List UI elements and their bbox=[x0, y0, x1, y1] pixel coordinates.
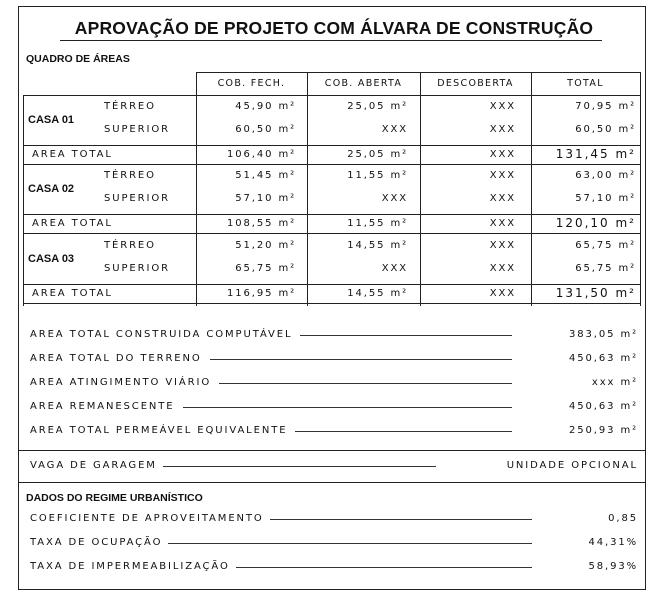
value-cob-fech: 60,50 m² bbox=[235, 124, 296, 135]
summary-label: AREA TOTAL CONSTRUIDA COMPUTÁVEL bbox=[30, 329, 293, 340]
leader-line bbox=[163, 466, 436, 467]
table-right-border bbox=[640, 72, 641, 306]
area-total-total: 120,10 m² bbox=[555, 216, 636, 230]
area-total-cob-fech: 116,95 m² bbox=[226, 288, 296, 299]
leader-line bbox=[295, 431, 512, 432]
area-total-top-line bbox=[23, 284, 640, 285]
level-label: TÉRREO bbox=[104, 101, 156, 112]
value-cob-aberta: 14,55 m² bbox=[347, 240, 408, 251]
value-descoberta: XXX bbox=[489, 101, 516, 112]
value-cob-aberta: 25,05 m² bbox=[347, 101, 408, 112]
divider-vaga-top bbox=[18, 450, 646, 451]
summary-value: 450,63 m² bbox=[568, 401, 638, 412]
level-label: TÉRREO bbox=[104, 240, 156, 251]
house-label: CASA 03 bbox=[28, 253, 75, 265]
value-total: 63,00 m² bbox=[575, 170, 636, 181]
garage-value: UNIDADE OPCIONAL bbox=[506, 460, 638, 471]
level-label: SUPERIOR bbox=[104, 263, 170, 274]
summary-label: AREA TOTAL DO TERRENO bbox=[30, 353, 202, 364]
value-cob-fech: 51,45 m² bbox=[235, 170, 296, 181]
area-total-total: 131,50 m² bbox=[555, 286, 636, 300]
column-header: DESCOBERTA bbox=[437, 78, 514, 89]
area-total-bottom-line bbox=[23, 303, 640, 304]
area-total-cob-aberta: 25,05 m² bbox=[347, 149, 408, 160]
summary-label: AREA REMANESCENTE bbox=[30, 401, 175, 412]
quadro-heading: QUADRO DE ÁREAS bbox=[26, 53, 130, 65]
column-header: TOTAL bbox=[567, 78, 604, 89]
regime-label: TAXA DE OCUPAÇÃO bbox=[30, 537, 163, 548]
leader-line bbox=[300, 335, 512, 336]
area-total-cob-aberta: 11,55 m² bbox=[347, 218, 408, 229]
title-underline bbox=[60, 40, 602, 41]
value-cob-fech: 51,20 m² bbox=[235, 240, 296, 251]
area-total-descoberta: XXX bbox=[489, 288, 516, 299]
summary-label: AREA TOTAL PERMEÁVEL EQUIVALENTE bbox=[30, 425, 288, 436]
value-descoberta: XXX bbox=[489, 170, 516, 181]
column-header: COB. FECH. bbox=[217, 78, 286, 89]
leader-line bbox=[183, 407, 512, 408]
regime-label: TAXA DE IMPERMEABILIZAÇÃO bbox=[30, 561, 230, 572]
value-total: 65,75 m² bbox=[575, 263, 636, 274]
value-descoberta: XXX bbox=[489, 263, 516, 274]
table-left-border bbox=[23, 95, 24, 306]
area-total-label: AREA TOTAL bbox=[32, 218, 113, 229]
regime-value: 44,31% bbox=[588, 537, 638, 548]
area-total-label: AREA TOTAL bbox=[32, 149, 113, 160]
value-cob-fech: 57,10 m² bbox=[235, 193, 296, 204]
area-total-label: AREA TOTAL bbox=[32, 288, 113, 299]
level-label: SUPERIOR bbox=[104, 193, 170, 204]
summary-value: 450,63 m² bbox=[568, 353, 638, 364]
divider-regime-top bbox=[18, 482, 646, 483]
area-total-cob-fech: 108,55 m² bbox=[226, 218, 296, 229]
value-descoberta: XXX bbox=[489, 240, 516, 251]
area-total-descoberta: XXX bbox=[489, 218, 516, 229]
value-total: 70,95 m² bbox=[575, 101, 636, 112]
summary-value: xxx m² bbox=[591, 377, 638, 388]
level-label: SUPERIOR bbox=[104, 124, 170, 135]
leader-line bbox=[236, 567, 532, 568]
header-top-line bbox=[196, 72, 640, 73]
area-total-bottom-line bbox=[23, 164, 640, 165]
value-cob-aberta: XXX bbox=[381, 193, 408, 204]
area-total-cob-fech: 106,40 m² bbox=[226, 149, 296, 160]
level-label: TÉRREO bbox=[104, 170, 156, 181]
header-bottom-line bbox=[23, 95, 640, 96]
column-header: COB. ABERTA bbox=[324, 78, 403, 89]
value-cob-fech: 45,90 m² bbox=[235, 101, 296, 112]
house-label: CASA 01 bbox=[28, 114, 75, 126]
area-total-cob-aberta: 14,55 m² bbox=[347, 288, 408, 299]
leader-line bbox=[210, 359, 512, 360]
leader-line bbox=[219, 383, 512, 384]
page-title: APROVAÇÃO DE PROJETO COM ÁLVARA DE CONSTRUÇÃO bbox=[74, 18, 594, 38]
regime-value: 0,85 bbox=[608, 513, 638, 524]
value-total: 57,10 m² bbox=[575, 193, 636, 204]
area-total-descoberta: XXX bbox=[489, 149, 516, 160]
leader-line bbox=[270, 519, 532, 520]
leader-line bbox=[168, 543, 532, 544]
summary-value: 383,05 m² bbox=[568, 329, 638, 340]
value-total: 60,50 m² bbox=[575, 124, 636, 135]
value-cob-aberta: XXX bbox=[381, 263, 408, 274]
value-descoberta: XXX bbox=[489, 124, 516, 135]
area-total-top-line bbox=[23, 145, 640, 146]
regime-label: COEFICIENTE DE APROVEITAMENTO bbox=[30, 513, 264, 524]
regime-value: 58,93% bbox=[588, 561, 638, 572]
regime-heading: DADOS DO REGIME URBANÍSTICO bbox=[26, 492, 203, 504]
house-label: CASA 02 bbox=[28, 183, 75, 195]
value-total: 65,75 m² bbox=[575, 240, 636, 251]
area-total-top-line bbox=[23, 214, 640, 215]
value-descoberta: XXX bbox=[489, 193, 516, 204]
value-cob-aberta: 11,55 m² bbox=[347, 170, 408, 181]
summary-value: 250,93 m² bbox=[568, 425, 638, 436]
area-total-total: 131,45 m² bbox=[555, 147, 636, 161]
value-cob-aberta: XXX bbox=[381, 124, 408, 135]
value-cob-fech: 65,75 m² bbox=[235, 263, 296, 274]
area-total-bottom-line bbox=[23, 233, 640, 234]
summary-label: AREA ATINGIMENTO VIÁRIO bbox=[30, 377, 212, 388]
garage-label: VAGA DE GARAGEM bbox=[30, 460, 157, 471]
